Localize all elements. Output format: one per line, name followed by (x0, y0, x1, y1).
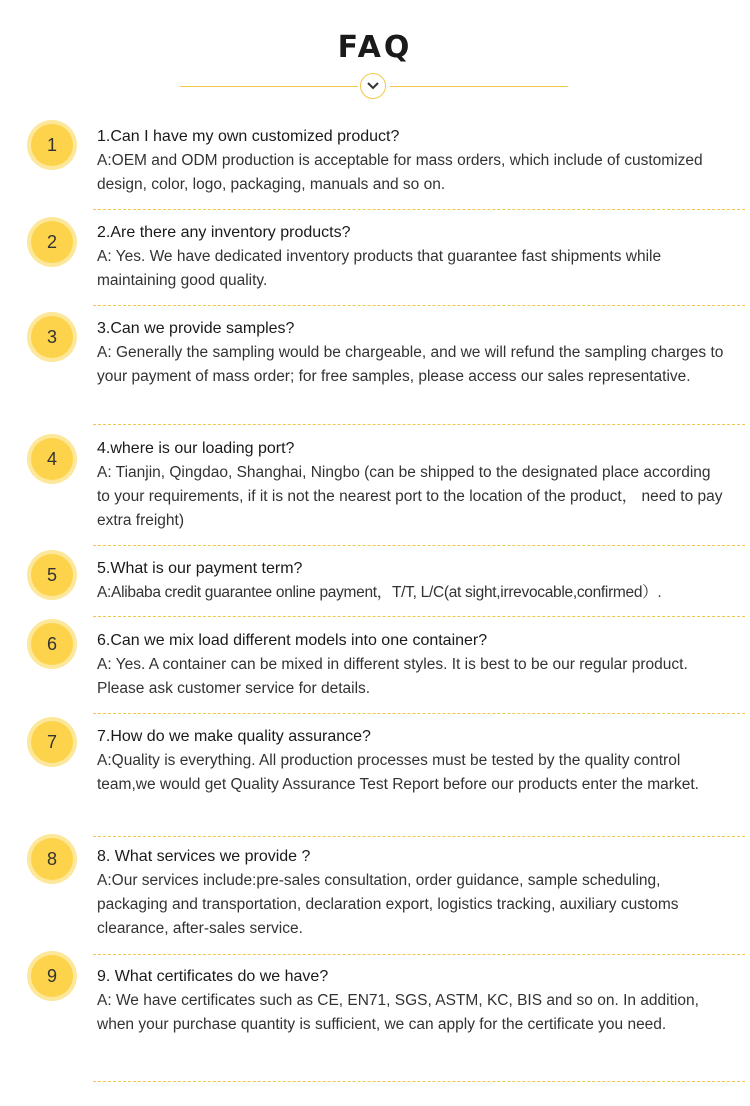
faq-question: 9. What certificates do we have? (97, 968, 329, 985)
faq-number: 5 (31, 554, 73, 596)
faq-question: 2.Are there any inventory products? (97, 224, 351, 241)
faq-question: 8. What services we provide ? (97, 848, 311, 865)
dashed-divider (93, 836, 745, 837)
faq-number: 3 (31, 316, 73, 358)
faq-answer: A:Alibaba credit guarantee online payment，T/T, L/C(at sight,irrevocable,confirmed）. (97, 584, 662, 601)
faq-number: 2 (31, 221, 73, 263)
faq-answer: A: Yes. We have dedicated inventory products that guarantee fast shipments while maintaining good quality. (97, 248, 662, 289)
dashed-divider (93, 305, 745, 306)
faq-answer: A:Quality is everything. All production processes must be tested by the quality control team,we would get Quality Assurance Test Report before our products enter the market. (97, 752, 699, 793)
faq-question: 4.where is our loading port? (97, 440, 295, 457)
faq-answer: A: Generally the sampling would be chargeable, and we will refund the sampling charges to your payment of mass order; for free samples, please access our sales representative. (97, 344, 724, 385)
faq-number: 9 (31, 955, 73, 997)
faq-number: 8 (31, 838, 73, 880)
title-divider-left (180, 86, 358, 87)
faq-question: 1.Can I have my own customized product? (97, 128, 400, 145)
dashed-divider (93, 713, 745, 714)
page-title: FAQ (337, 30, 413, 65)
faq-question: 6.Can we mix load different models into one container? (97, 632, 488, 649)
dashed-divider (93, 616, 745, 617)
faq-answer: A: Yes. A container can be mixed in different styles. It is best to be our regular product. Please ask customer service for details. (97, 656, 688, 697)
faq-number: 1 (31, 124, 73, 166)
title-badge (360, 73, 386, 99)
title-divider-right (390, 86, 568, 87)
faq-question: 7.How do we make quality assurance? (97, 728, 371, 745)
faq-number: 7 (31, 721, 73, 763)
faq-question: 5.What is our payment term? (97, 560, 303, 577)
dashed-divider (93, 954, 745, 955)
faq-question: 3.Can we provide samples? (97, 320, 295, 337)
chevron-down-icon (367, 82, 379, 90)
dashed-divider (93, 545, 745, 546)
faq-answer: A: We have certificates such as CE, EN71, SGS, ASTM, KC, BIS and so on. In addition, when your purchase quantity is sufficient, we can apply for the certificate you need. (97, 992, 699, 1033)
dashed-divider (93, 1081, 745, 1082)
dashed-divider (93, 424, 745, 425)
faq-number: 4 (31, 438, 73, 480)
faq-answer: A:Our services include:pre-sales consultation, order guidance, sample scheduling, packaging and transportation, declaration export, logistics tracking, auxiliary customs clearance, after-sales service. (97, 872, 679, 937)
faq-answer: A:OEM and ODM production is acceptable for mass orders, which include of customized design, color, logo, packaging, manuals and so on. (97, 152, 703, 193)
faq-number: 6 (31, 623, 73, 665)
dashed-divider (93, 209, 745, 210)
faq-answer: A: Tianjin, Qingdao, Shanghai, Ningbo (can be shipped to the designated place according to your requirements, if it is not the nearest port to the location of the product， need to pay extra freight) (97, 464, 723, 529)
